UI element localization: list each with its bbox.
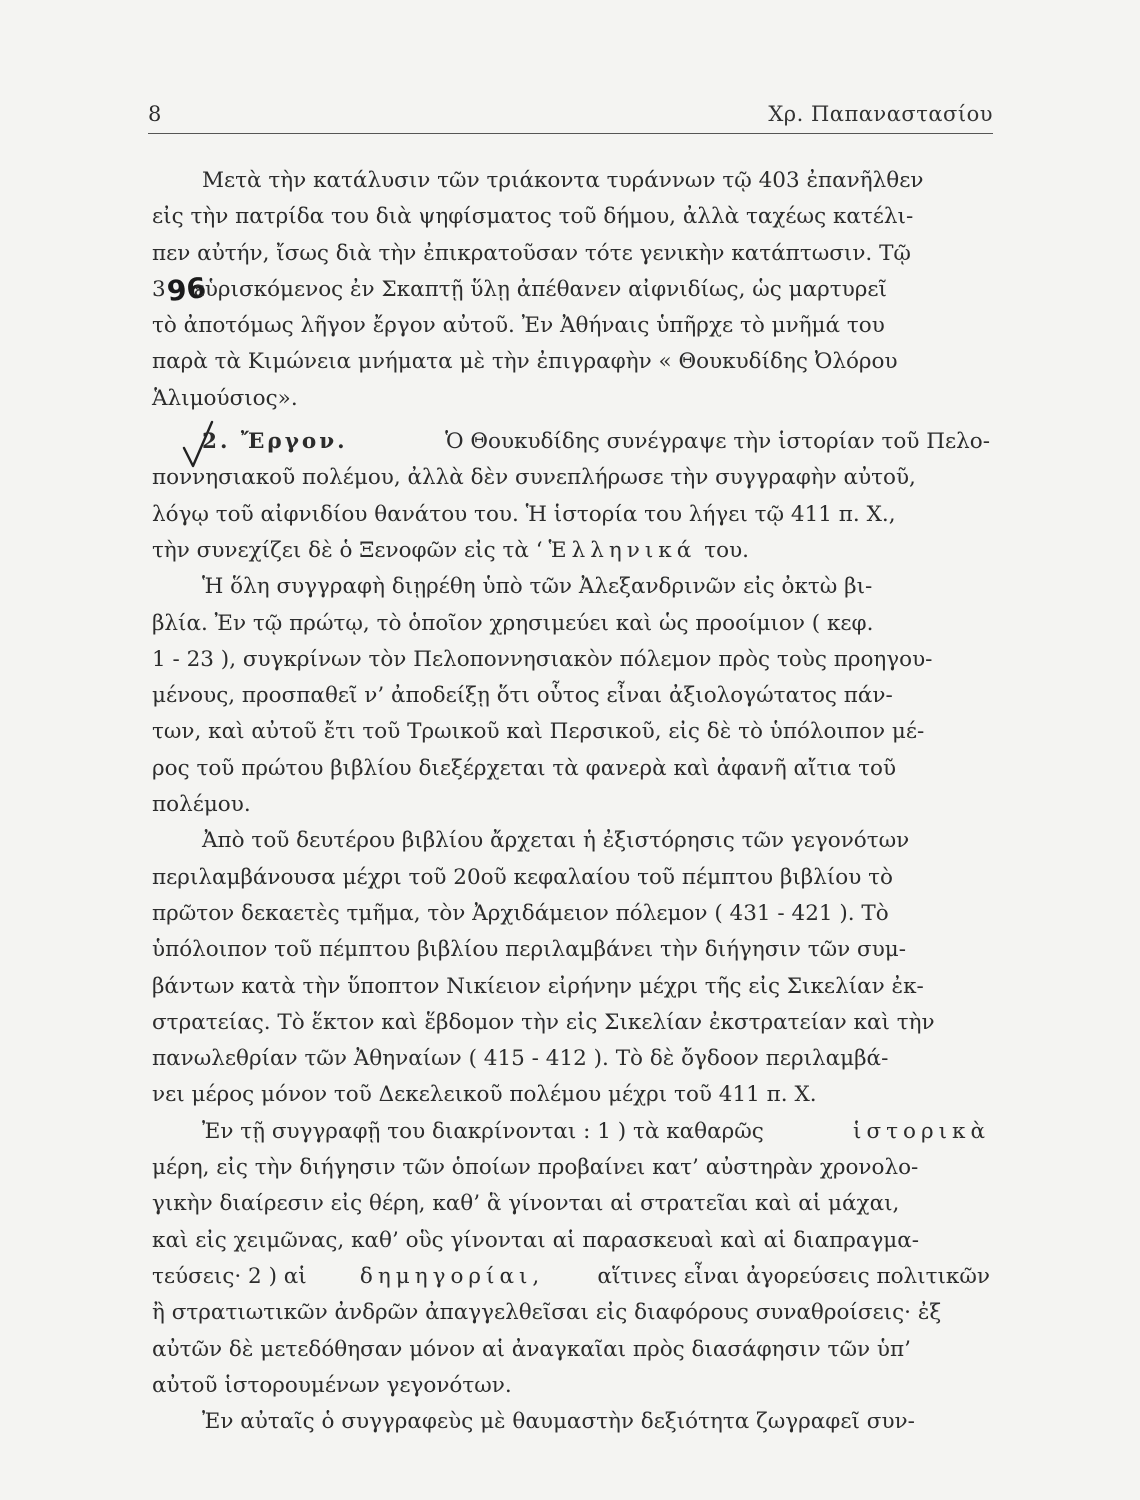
text-line: εἰς τὴν πατρίδα του διὰ ψηφίσματος τοῦ δήμου, ἀλλὰ ταχέως κατέλι-	[152, 204, 914, 230]
text-line: 3 εὑρισκόμενος ἐν Σκαπτῇ ὕλῃ ἀπέθανεν αἰφνιδίως, ὡς μαρτυρεῖ	[152, 272, 990, 308]
text-line: τὸ ἀποτόμως λῆγον ἔργον αὐτοῦ. Ἐν Ἀθήναις ὑπῆρχε τὸ μνῆμά του	[152, 313, 885, 339]
text-line: Ἐν αὐταῖς ὁ συγγραφεὺς μὲ θαυμαστὴν δεξιότητα ζωγραφεῖ συν-	[202, 1409, 915, 1435]
text-line: περιλαμβάνουσα μέχρι τοῦ 20οῦ κεφαλαίου τοῦ πέμπτου βιβλίου τὸ	[152, 864, 893, 890]
text-line: ποννησιακοῦ πολέμου, ἀλλὰ δὲν συνεπλήρωσε τὴν συγγραφὴν αὐτοῦ,	[152, 465, 916, 491]
text-line: τεύσεις· 2 ) αἱ δημηγορίαι, αἵτινες εἶναι ἀγορεύσεις πολιτικῶν	[152, 1259, 990, 1295]
text-line: μέρη, εἰς τὴν διήγησιν τῶν ὁποίων προβαίνει κατ’ αὐστηρὰν χρονολο-	[152, 1155, 919, 1181]
page-header	[148, 102, 993, 132]
text-line: 2. Ἔργον. Ὁ Θουκυδίδης συνέγραψε τὴν ἱστορίαν τοῦ Πελο-	[152, 424, 990, 460]
page-number: 8	[148, 102, 162, 126]
text-line: βλία. Ἐν τῷ πρώτῳ, τὸ ὁποῖον χρησιμεύει καὶ ὡς προοίμιον ( κεφ.	[152, 610, 874, 636]
text-line: Ἡ ὅλη συγγραφὴ διῃρέθη ὑπὸ τῶν Ἀλεξανδρινῶν εἰς ὀκτὼ βι-	[202, 574, 873, 600]
text-line: ρος τοῦ πρώτου βιβλίου διεξέρχεται τὰ φανερὰ καὶ ἀφανῆ αἴτια τοῦ	[152, 755, 897, 781]
spaced-term: ἱστορικὰ	[853, 1118, 990, 1144]
text-line: Ἀπὸ τοῦ δευτέρου βιβλίου ἄρχεται ἡ ἐξιστόρησις τῶν γεγονότων	[202, 828, 910, 854]
text-line: λόγῳ τοῦ αἰφνιδίου θανάτου του. Ἡ ἱστορία του λήγει τῷ 411 π. Χ.,	[152, 501, 896, 527]
text-line: νει μέρος μόνον τοῦ Δεκελεικοῦ πολέμου μέχρι τοῦ 411 π. Χ.	[152, 1082, 817, 1108]
text-line: των, καὶ αὐτοῦ ἔτι τοῦ Τρωικοῦ καὶ Περσικοῦ, εἰς δὲ τὸ ὑπόλοιπον μέ-	[152, 719, 925, 745]
handwritten-margin-number: 96	[165, 271, 208, 308]
text-line: τὴν συνεχίζει δὲ ὁ Ξενοφῶν εἰς τὰ ‘ Ἑλληνικά του.	[152, 533, 990, 569]
text-line: πρῶτον δεκαετὲς τμῆμα, τὸν Ἀρχιδάμειον πόλεμον ( 431 - 421 ). Τὸ	[152, 900, 889, 926]
text-line: καὶ εἰς χειμῶνας, καθ’ οὓς γίνονται αἱ παρασκευαὶ καὶ αἱ διαπραγμα-	[152, 1227, 920, 1253]
text-line: αὐτῶν δὲ μετεδόθησαν μόνον αἱ ἀναγκαῖαι πρὸς διασάφησιν τῶν ὑπ’	[152, 1336, 911, 1362]
body-text	[152, 163, 990, 1440]
text-line: μένους, προσπαθεῖ ν’ ἀποδείξῃ ὅτι οὗτος εἶναι ἀξιολογώτατος πάν-	[152, 683, 893, 709]
text-line: αὐτοῦ ἱστορουμένων γεγονότων.	[152, 1372, 512, 1398]
spaced-title: Ἑλληνικά	[548, 537, 697, 563]
text-line: στρατείας. Τὸ ἕκτον καὶ ἕβδομον τὴν εἰς Σικελίαν ἐκστρατείαν καὶ τὴν	[152, 1009, 935, 1035]
text-line: γικὴν διαίρεσιν εἰς θέρη, καθ’ ἃ γίνονται αἱ στρατεῖαι καὶ αἱ μάχαι,	[152, 1191, 900, 1217]
running-head: Χρ. Παπαναστασίου	[768, 102, 993, 126]
text-line: Ἐν τῇ συγγραφῇ του διακρίνονται : 1 ) τὰ καθαρῶς ἱστορικὰ	[152, 1114, 990, 1150]
text-line: βάντων κατὰ τὴν ὕποπτον Νικίειον εἰρήνην μέχρι τῆς εἰς Σικελίαν ἐκ-	[152, 973, 924, 999]
header-rule	[148, 133, 993, 134]
spaced-term: δημηγορίαι,	[359, 1263, 545, 1289]
text-line: πανωλεθρίαν τῶν Ἀθηναίων ( 415 - 412 ). Τὸ δὲ ὄγδοον περιλαμβά-	[152, 1046, 889, 1072]
line-prefix: 3	[152, 276, 166, 302]
text-line: Μετὰ τὴν κατάλυσιν τῶν τριάκοντα τυράννων τῷ 403 ἐπανῆλθεν	[202, 168, 924, 193]
text-line: παρὰ τὰ Κιμώνεια μνήματα μὲ τὴν ἐπιγραφὴν « Θουκυδίδης Ὀλόρου	[152, 349, 898, 375]
text-line: ἢ στρατιωτικῶν ἀνδρῶν ἀπαγγελθεῖσαι εἰς διαφόρους συναθροίσεις· ἐξ	[152, 1300, 942, 1326]
text-line: Ἁλιμούσιος».	[152, 385, 298, 411]
text-line: πεν αὐτήν, ἴσως διὰ τὴν ἐπικρατοῦσαν τότε γενικὴν κατάπτωσιν. Τῷ	[152, 240, 911, 266]
text-line: πολέμου.	[152, 792, 251, 818]
text-line: 1 - 23 ), συγκρίνων τὸν Πελοποννησιακὸν πόλεμον πρὸς τοὺς προηγου-	[152, 646, 933, 672]
text-line: ὑπόλοιπον τοῦ πέμπτου βιβλίου περιλαμβάνει τὴν διήγησιν τῶν συμ-	[152, 937, 907, 963]
section-heading: 2. Ἔργον.	[202, 429, 348, 455]
